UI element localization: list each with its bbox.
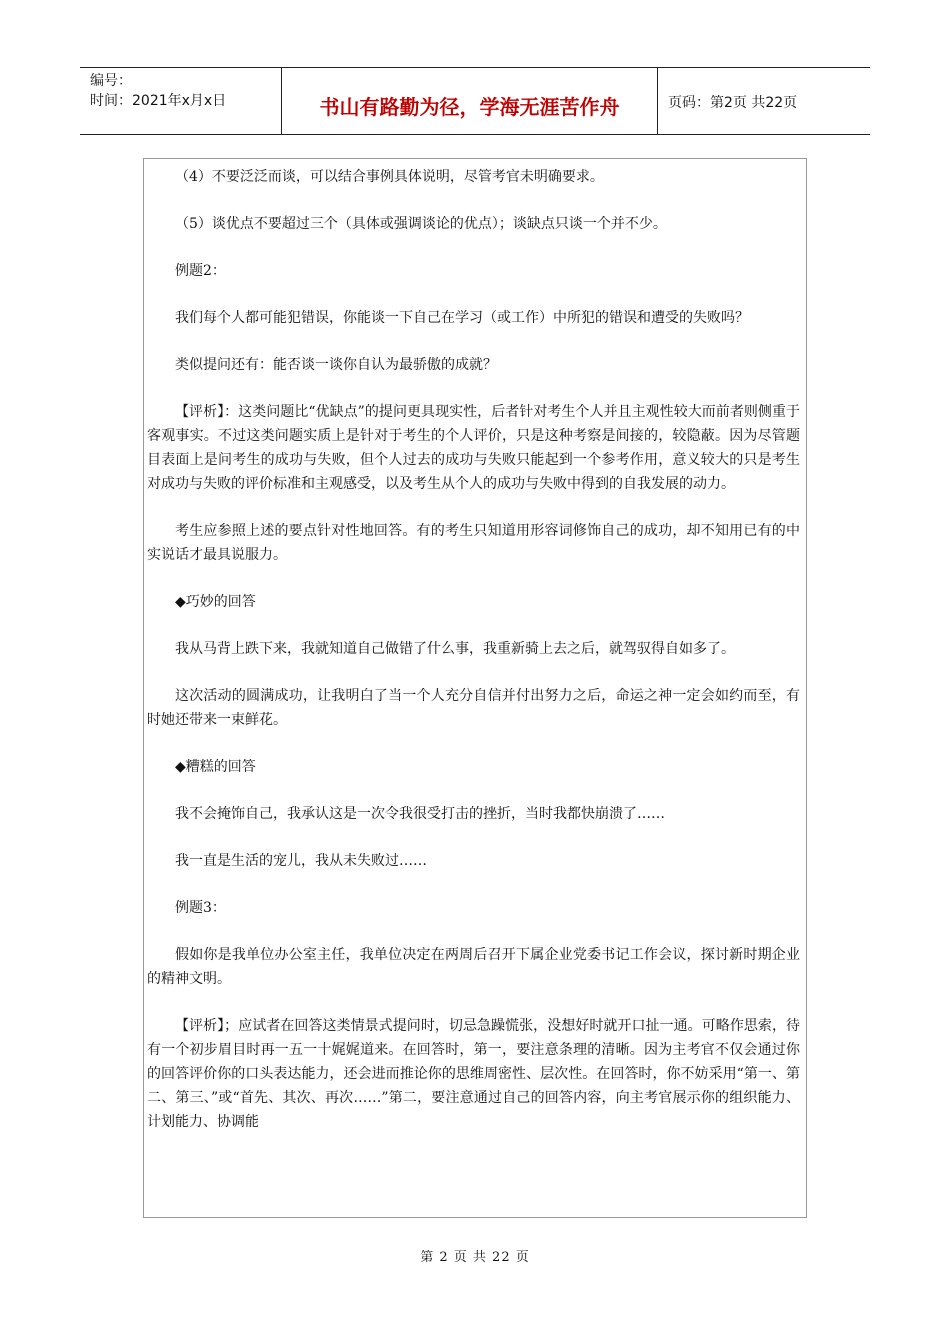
paragraph: 类似提问还有：能否谈一谈你自认为最骄傲的成就？ <box>175 357 497 373</box>
page-code: 页码：第2页 共22页 <box>668 95 798 111</box>
section-heading-good-answer: ◆巧妙的回答 <box>175 594 256 610</box>
section-heading-bad-answer: ◆糟糕的回答 <box>175 759 256 775</box>
header-motto-cell <box>282 68 658 134</box>
motto-text: 书山有路勤为径，学海无涯苦作舟 <box>319 94 620 119</box>
paragraph: （5）谈优点不要超过三个（具体或强调谈论的优点）；谈缺点只谈一个并不少。 <box>175 216 667 232</box>
analysis-paragraph: 【评析】：这类问题比“优缺点”的提问更具现实性，后者针对考生个人并且主观性较大而前者则侧重于客观事实。不过这类问题实质上是针对于考生的个人评价，只是这种考察是间接的，较隐蔽。因为尽管题目表面上是问考生的成功与失败，但个人过去的成功与失败只能起到一个参考作用，意义较大的只是考生对成功与失败的评价标准和主观感受，以及考生从个人的成功与失败中得到的自我发展的动力。 <box>147 404 800 492</box>
header-meta-cell <box>80 68 282 134</box>
paragraph: 我一直是生活的宠儿，我从未失败过…… <box>175 853 427 869</box>
number-label: 编号： <box>90 73 132 89</box>
paragraph: 我不会掩饰自己，我承认这是一次令我很受打击的挫折，当时我都快崩溃了…… <box>175 806 665 822</box>
paragraph: 考生应参照上述的要点针对性地回答。有的考生只知道用形容词修饰自己的成功，却不知用已有的中实说话才最具说服力。 <box>147 523 800 563</box>
paragraph: 这次活动的圆满成功，让我明白了当一个人充分自信并付出努力之后，命运之神一定会如约而至，有时她还带来一束鲜花。 <box>147 688 800 728</box>
header-page-cell <box>658 68 870 134</box>
paragraph: 我从马背上跌下来，我就知道自己做错了什么事，我重新骑上去之后，就驾驭得自如多了。 <box>175 641 735 657</box>
analysis-paragraph: 【评析】；应试者在回答这类情景式提问时，切忌急躁慌张，没想好时就开口扯一通。可略作思索，待有一个初步眉目时再一五一十娓娓道来。在回答时，第一，要注意条理的清晰。因为主考官不仅会通过你的回答评价你的口头表达能力，还会进而推论你的思维周密性、层次性。在回答时，你不妨采用“第一、第二、第三、”或“首先、其次、再次……”第二，要注意通过自己的回答内容，向主考官展示你的组织能力、计划能力、协调能 <box>147 1018 800 1130</box>
example-heading: 例题3： <box>175 900 226 916</box>
paragraph: 假如你是我单位办公室主任，我单位决定在两周后召开下属企业党委书记工作会议，探讨新时期企业的精神文明。 <box>147 947 800 987</box>
example-heading: 例题2： <box>175 263 226 279</box>
content-body <box>143 158 807 1218</box>
time-line: 时间：2021年x月x日 <box>90 93 227 109</box>
paragraph: 我们每个人都可能犯错误，你能谈一下自己在学习（或工作）中所犯的错误和遭受的失败吗？ <box>175 310 749 326</box>
paragraph: （4）不要泛泛而谈，可以结合事例具体说明，尽管考官未明确要求。 <box>175 169 604 185</box>
page-footer <box>0 1246 950 1265</box>
footer-page-number: 第 2 页 共 22 页 <box>420 1250 530 1265</box>
page-header <box>80 67 870 135</box>
